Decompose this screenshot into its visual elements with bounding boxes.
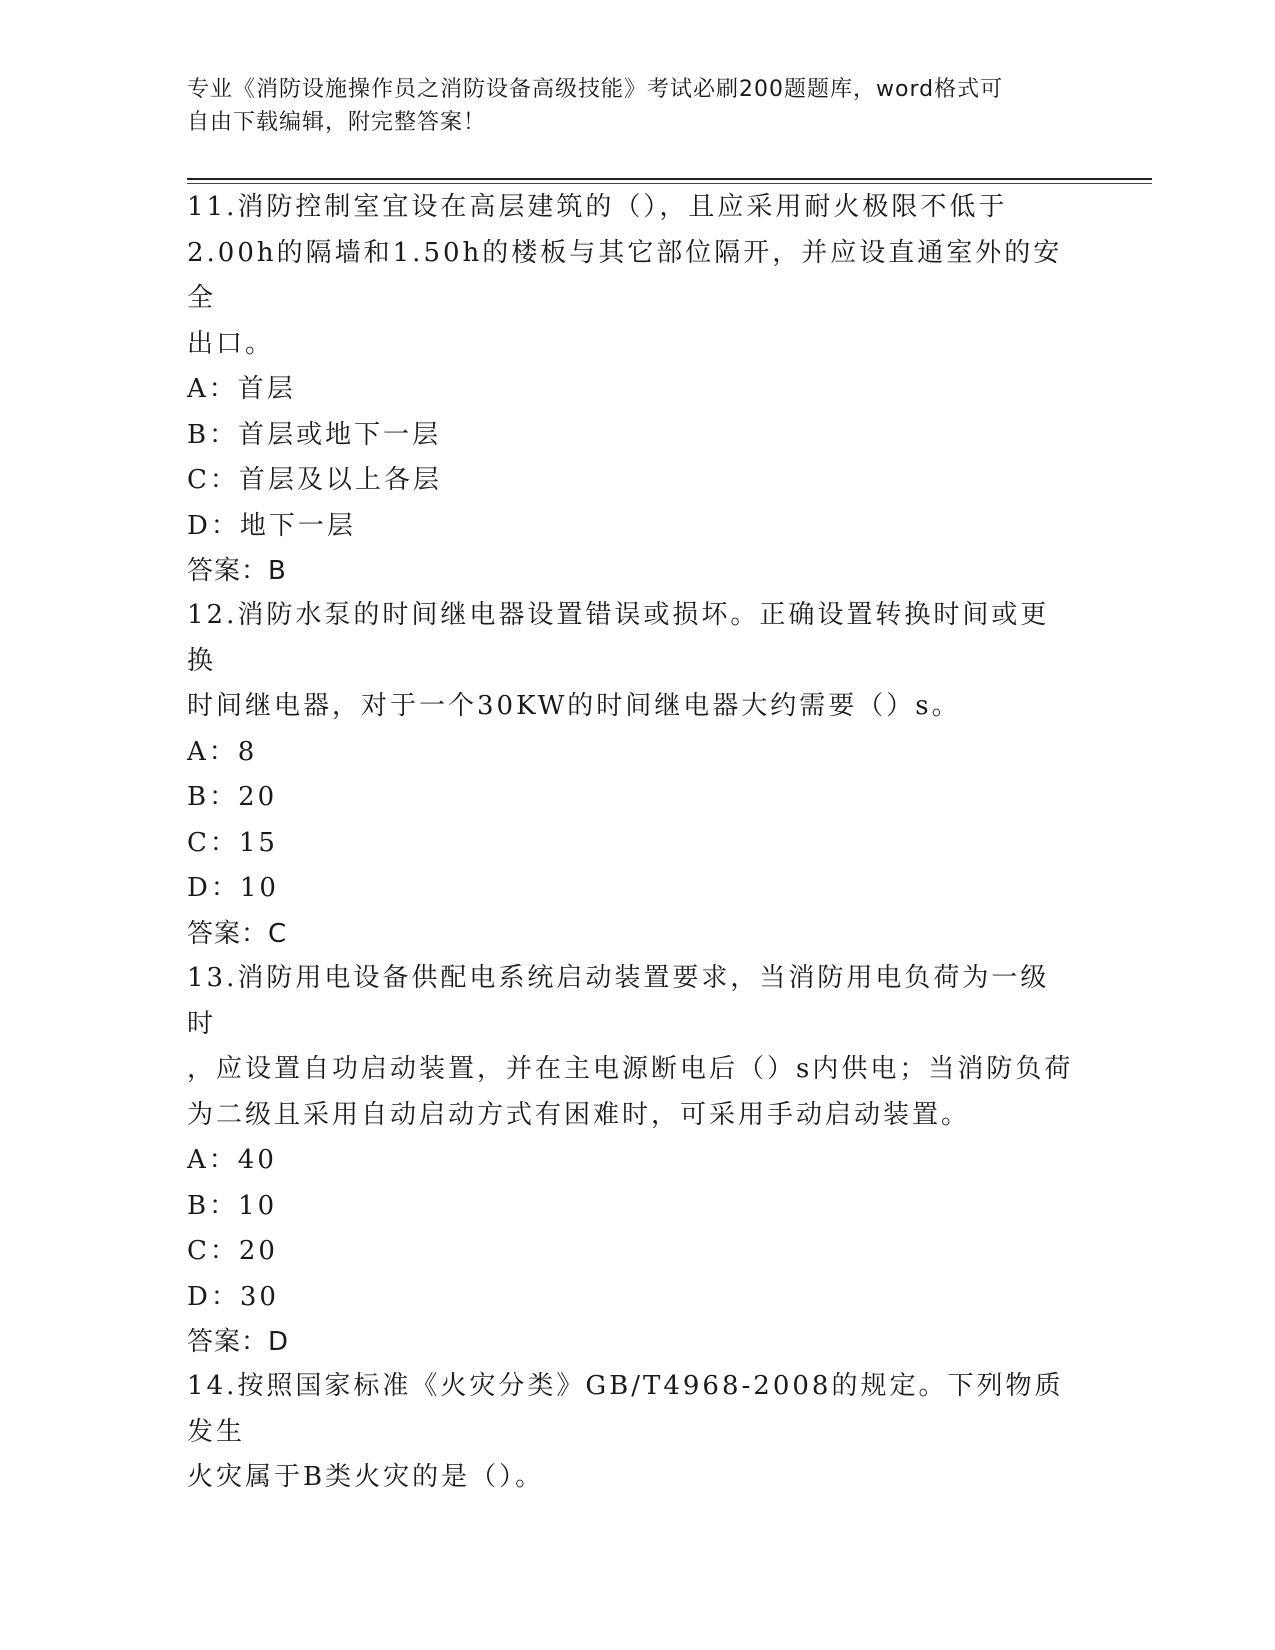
question-text-line: 为二级且采用自动启动方式有困难时，可采用手动启动装置。 <box>187 1099 971 1130</box>
question-text-line: 14.按照国家标准《火灾分类》GB/T4968-2008的规定。下列物质发生 <box>187 1371 1064 1447</box>
question-text-line: ，应设置自功启动装置，并在主电源断电后（）s内供电；当消防负荷 <box>187 1054 1074 1084</box>
question-text-line: 时间继电器，对于一个30KW的时间继电器大约需要（）s。 <box>187 691 961 721</box>
option-d: D：10 <box>187 873 279 903</box>
question-text-line: 火灾属于B类火灾的是（）。 <box>187 1462 545 1492</box>
question-12 <box>187 593 1077 957</box>
option-c: C：首层及以上各层 <box>187 465 442 495</box>
option-b: B：首层或地下一层 <box>187 419 442 450</box>
answer-line: 答案：C <box>187 918 288 949</box>
option-b: B：20 <box>187 782 278 812</box>
option-a: A：8 <box>187 736 258 767</box>
question-14 <box>187 1364 1077 1501</box>
document-header <box>187 73 1087 139</box>
question-11 <box>187 185 1077 595</box>
option-c: C：20 <box>187 1236 278 1266</box>
question-text-line: 出口。 <box>187 328 275 359</box>
header-divider-thin <box>187 183 1152 184</box>
option-b: B：10 <box>187 1190 278 1221</box>
header-line-1: 专业《消防设施操作员之消防设备高级技能》考试必刷200题题库，word格式可 <box>187 77 1004 102</box>
option-c: C：15 <box>187 827 278 858</box>
question-text-line: 11.消防控制室宜设在高层建筑的（），且应采用耐火极限不低于 <box>187 192 1008 222</box>
header-divider-thick <box>187 178 1152 180</box>
answer-line: 答案：D <box>187 1327 290 1357</box>
question-text-line: 2.00h的隔墙和1.50h的楼板与其它部位隔开，并应设直通室外的安全 <box>187 237 1063 313</box>
header-line-2: 自由下载编辑，附完整答案！ <box>187 110 487 135</box>
answer-line: 答案：B <box>187 556 287 586</box>
question-13 <box>187 956 1077 1366</box>
option-d: D：30 <box>187 1281 279 1312</box>
option-a: A：首层 <box>187 374 296 404</box>
option-d: D：地下一层 <box>187 510 356 541</box>
question-text-line: 12.消防水泵的时间继电器设置错误或损坏。正确设置转换时间或更换 <box>187 600 1050 676</box>
option-a: A：40 <box>187 1145 277 1175</box>
question-text-line: 13.消防用电设备供配电系统启动装置要求，当消防用电负荷为一级时 <box>187 963 1050 1039</box>
